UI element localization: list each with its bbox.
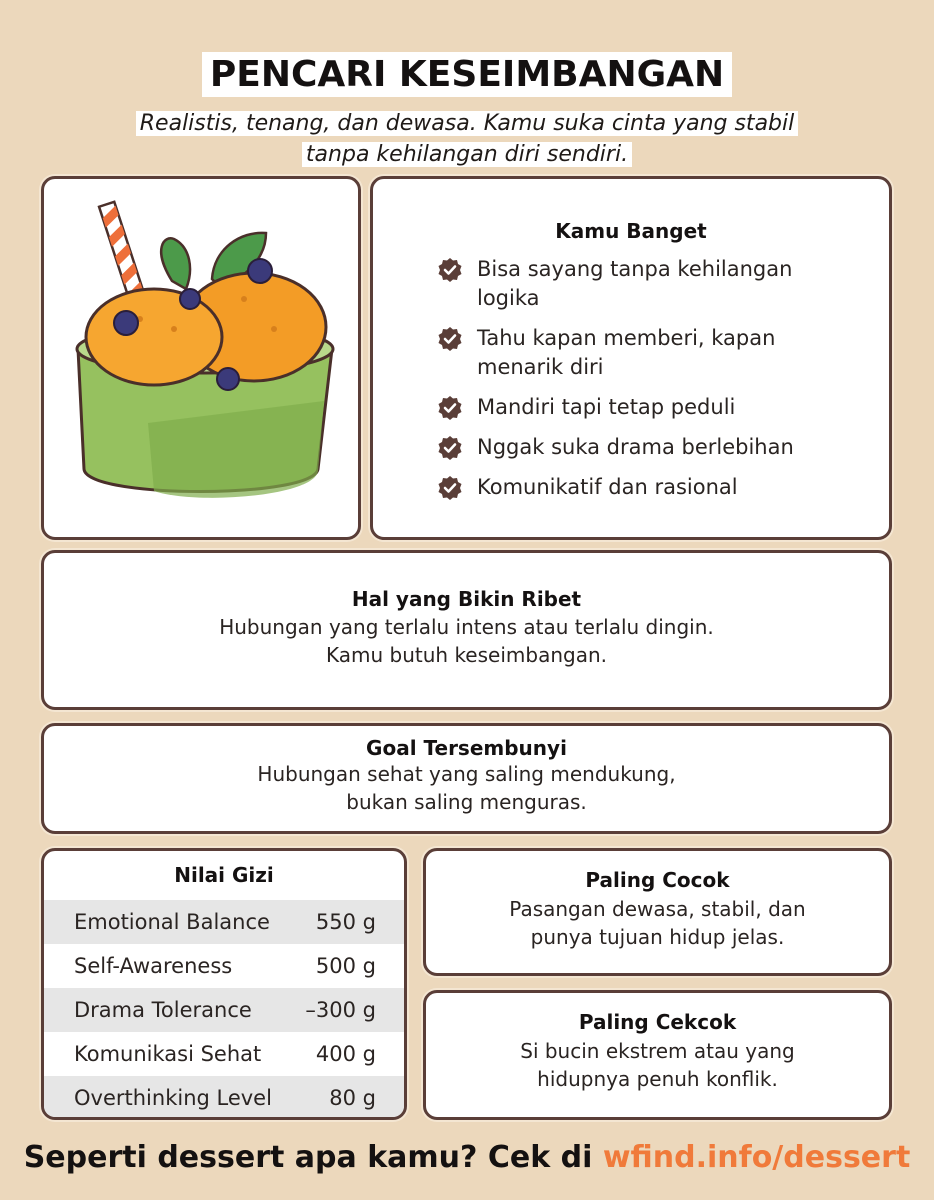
- subtitle-line-2: tanpa kehilangan diri sendiri.: [302, 142, 632, 167]
- list-item: [437, 433, 837, 462]
- gizi-label: Overthinking Level: [74, 1086, 272, 1110]
- check-badge-icon: [437, 435, 463, 461]
- paling-cocok-card: [423, 848, 892, 976]
- ice-cream-cup-icon: [44, 179, 358, 537]
- nilai-gizi-card: [41, 848, 407, 1120]
- check-badge-icon: [437, 395, 463, 421]
- goal-title: Goal Tersembunyi: [366, 736, 567, 760]
- trait-text: Nggak suka drama berlebihan: [477, 435, 794, 459]
- cocok-line-1: Pasangan dewasa, stabil, dan: [509, 897, 806, 921]
- goal-line-1: Hubungan sehat yang saling mendukung,: [257, 762, 676, 786]
- trait-text: Bisa sayang tanpa kehilangan logika: [477, 257, 793, 310]
- page-title-wrap: [0, 52, 934, 98]
- cekcok-line-2: hidupnya penuh konflik.: [537, 1067, 778, 1091]
- trait-text: Komunikatif dan rasional: [477, 475, 738, 499]
- check-badge-icon: [437, 326, 463, 352]
- goal-line-2: bukan saling menguras.: [346, 790, 587, 814]
- page-subtitle: [100, 108, 834, 170]
- footer-text: Seperti dessert apa kamu? Cek di: [23, 1140, 603, 1175]
- ribet-text: [44, 613, 889, 669]
- page-title: PENCARI KESEIMBANGAN: [202, 52, 732, 97]
- check-badge-icon: [437, 475, 463, 501]
- trait-text: Mandiri tapi tetap peduli: [477, 395, 736, 419]
- table-row: [44, 900, 404, 944]
- ribet-line-2: Kamu butuh keseimbangan.: [325, 643, 607, 667]
- trait-text: Tahu kapan memberi, kapan menarik diri: [477, 326, 776, 379]
- cekcok-title: Paling Cekcok: [578, 1010, 737, 1034]
- gizi-value: 400 g: [315, 1042, 376, 1066]
- list-item: [437, 255, 837, 313]
- footer-link[interactable]: wfind.info/dessert: [602, 1140, 911, 1175]
- gizi-label: Emotional Balance: [74, 910, 270, 934]
- gizi-label: Self-Awareness: [74, 954, 233, 978]
- list-item: [437, 324, 837, 382]
- cocok-line-2: punya tujuan hidup jelas.: [530, 925, 785, 949]
- list-item: [437, 393, 837, 422]
- nilai-gizi-title: Nilai Gizi: [174, 863, 274, 887]
- table-row: [44, 1032, 404, 1076]
- cekcok-line-1: Si bucin ekstrem atau yang: [520, 1039, 795, 1063]
- subtitle-line-1: Realistis, tenang, dan dewasa. Kamu suka cinta yang stabil: [136, 111, 798, 136]
- illustration-card: [41, 176, 361, 540]
- table-row: [44, 944, 404, 988]
- goal-card: [41, 723, 892, 834]
- gizi-value: –300 g: [305, 998, 376, 1022]
- cocok-title: Paling Cocok: [585, 868, 730, 892]
- ribet-line-1: Hubungan yang terlalu intens atau terlalu dingin.: [219, 615, 714, 639]
- footer-cta: [0, 1140, 934, 1175]
- ribet-card: [41, 550, 892, 710]
- gizi-label: Drama Tolerance: [74, 998, 252, 1022]
- gizi-value: 80 g: [329, 1086, 376, 1110]
- check-badge-icon: [437, 257, 463, 283]
- cekcok-text: [426, 1037, 889, 1093]
- kamu-banget-title: Kamu Banget: [555, 219, 707, 243]
- table-row: [44, 1076, 404, 1120]
- cocok-text: [426, 895, 889, 951]
- paling-cekcok-card: [423, 990, 892, 1120]
- kamu-banget-card: [370, 176, 892, 540]
- table-row: [44, 988, 404, 1032]
- nilai-gizi-table: [44, 900, 404, 1120]
- gizi-value: 550 g: [315, 910, 376, 934]
- traits-list: [437, 255, 837, 502]
- goal-text: [44, 760, 889, 816]
- gizi-label: Komunikasi Sehat: [74, 1042, 262, 1066]
- gizi-value: 500 g: [315, 954, 376, 978]
- ribet-title: Hal yang Bikin Ribet: [351, 587, 582, 611]
- list-item: [437, 473, 837, 502]
